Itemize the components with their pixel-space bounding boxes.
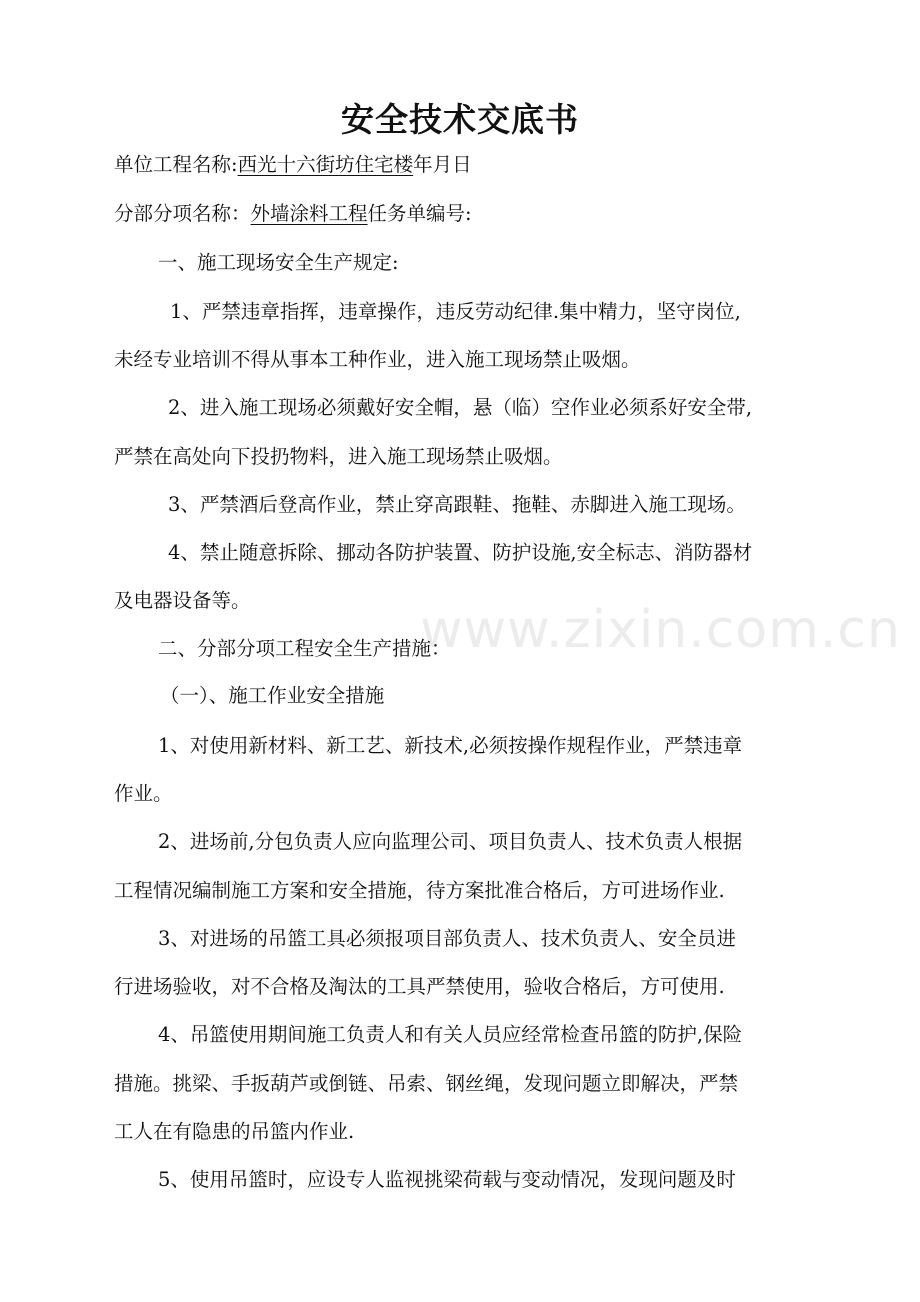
paragraph-line: 3、对进场的吊篮工具必须报项目部负责人、技术负责人、安全员进 [158, 927, 736, 950]
paragraph-line: 工人在有隐患的吊篮内作业. [114, 1120, 355, 1143]
paragraph-line: 行进场验收，对不合格及淘汰的工具严禁使用，验收合格后，方可使用. [114, 975, 725, 998]
paragraph-line: 1、对使用新材料、新工艺、新技术,必须按操作规程作业，严禁违章 [158, 734, 743, 757]
sub-label: 分部分项名称： [114, 202, 251, 225]
unit-project-line [114, 150, 814, 180]
paragraph-line: 4、禁止随意拆除、挪动各防护装置、防护设施,安全标志、消防器材 [168, 541, 753, 564]
paragraph-line: 作业。 [114, 782, 173, 805]
sub-suffix: 任务单编号: [367, 202, 472, 225]
paragraph-line: 3、严禁酒后登高作业，禁止穿高跟鞋、拖鞋、赤脚进入施工现场。 [168, 493, 746, 516]
section-heading-1: 一、施工现场安全生产规定: [158, 251, 399, 274]
unit-suffix: 年月日 [413, 153, 472, 176]
paragraph-line: 2、进入施工现场必须戴好安全帽，悬（临）空作业必须系好安全带, [168, 396, 753, 419]
paragraph-line: 措施。挑梁、手扳葫芦或倒链、吊索、钢丝绳，发现问题立即解决，严禁 [114, 1072, 739, 1095]
paragraph-line: 5、使用吊篮时，应设专人监视挑梁荷载与变动情况，发现问题及时 [158, 1168, 736, 1191]
section-heading-2: 二、分部分项工程安全生产措施： [158, 637, 451, 660]
subsection-heading: （一）、施工作业安全措施 [160, 684, 385, 707]
paragraph-line: 及电器设备等。 [114, 589, 251, 612]
paragraph-line: 2、进场前,分包负责人应向监理公司、项目负责人、技术负责人根据 [158, 830, 743, 853]
paragraph-line: 1、严禁违章指挥，违章操作，违反劳动纪律.集中精力，坚守岗位, [170, 300, 741, 323]
document-title: 安全技术交底书 [341, 100, 579, 139]
sub-project-line [114, 199, 814, 229]
paragraph-line: 工程情况编制施工方案和安全措施，待方案批准合格后，方可进场作业. [114, 879, 725, 902]
paragraph-line: 4、吊篮使用期间施工负责人和有关人员应经常检查吊篮的防护,保险 [158, 1023, 743, 1046]
paragraph-line: 未经专业培训不得从事本工种作业，进入施工现场禁止吸烟。 [114, 348, 641, 371]
unit-value: 西光十六街坊住宅楼 [237, 153, 414, 176]
paragraph-line: 严禁在高处向下投扔物料，进入施工现场禁止吸烟。 [114, 445, 563, 468]
watermark: www.zixin.com.cn [420, 600, 901, 660]
unit-label: 单位工程名称: [114, 153, 238, 176]
sub-value: 外墙涂料工程 [250, 202, 368, 225]
